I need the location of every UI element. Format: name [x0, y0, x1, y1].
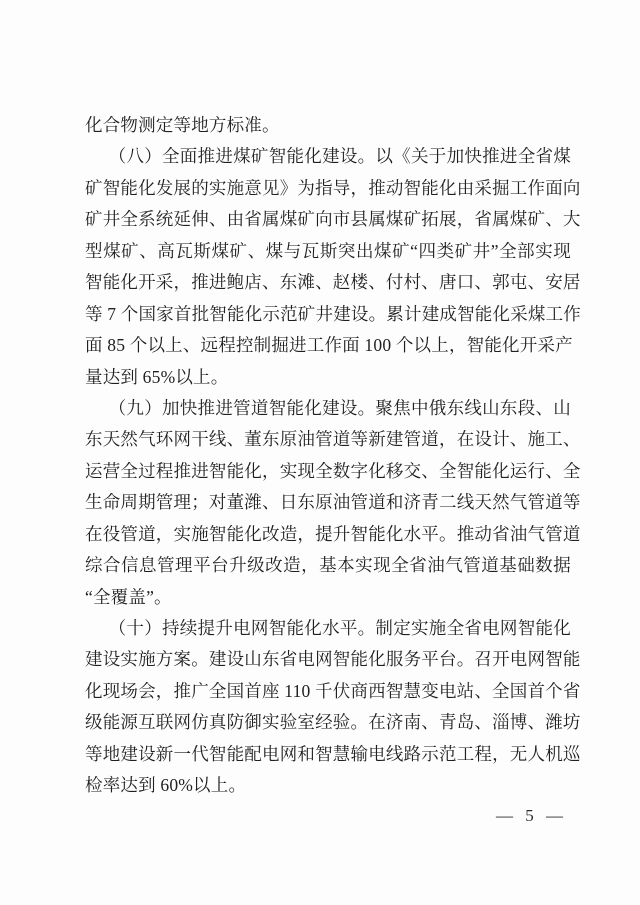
- para-item-8-coal-mine: [85, 141, 581, 393]
- text-line: 建设实施方案。建设山东省电网智能化服务平台。召开电网智能: [85, 649, 581, 670]
- para-item-10-power-grid: [85, 613, 581, 802]
- text-line: 级能源互联网仿真防御实验室经验。在济南、青岛、淄博、潍坊: [85, 712, 581, 733]
- text-line: 型煤矿、高瓦斯煤矿、煤与瓦斯突出煤矿“四类矿井”全部实现: [85, 240, 571, 261]
- text-line: 东天然气环网干线、董东原油管道等新建管道，在设计、施工、: [85, 429, 581, 450]
- text-line: 检率达到 60%以上。: [85, 775, 247, 796]
- text-line: 面 85 个以上、远程控制掘进工作面 100 个以上，智能化开采产: [85, 335, 573, 356]
- para-item-9-pipeline: [85, 393, 581, 613]
- text-line: （九）加快推进管道智能化建设。聚焦中俄东线山东段、山: [108, 397, 571, 418]
- text-line: 化合物测定等地方标准。: [85, 115, 280, 135]
- text-line: 综合信息管理平台升级改造，基本实现全省油气管道基础数据: [85, 555, 571, 576]
- page-number: — 5 —: [496, 806, 564, 825]
- text-line: 等地建设新一代智能配电网和智慧输电线路示范工程，无人机巡: [85, 743, 581, 764]
- text-line: 运营全过程推进智能化，实现全数字化移交、全智能化运行、全: [85, 460, 581, 481]
- text-line: 量达到 65%以上。: [85, 366, 229, 387]
- para-continuation: [85, 110, 571, 141]
- text-line: 化现场会，推广全国首座 110 千伏商西智慧变电站、全国首个省: [85, 680, 581, 701]
- text-line: 矿井全系统延伸、由省属煤矿向市县属煤矿拓展，省属煤矿、大: [85, 209, 581, 230]
- text-line: （八）全面推进煤矿智能化建设。以《关于加快推进全省煤: [108, 146, 571, 167]
- text-line: 智能化开采，推进鲍店、东滩、赵楼、付村、唐口、郭屯、安居: [85, 272, 581, 293]
- text-line: “全覆盖”。: [85, 586, 172, 607]
- text-line: 生命周期管理；对董潍、日东原油管道和济青二线天然气管道等: [85, 492, 581, 513]
- text-line: 等 7 个国家首批智能化示范矿井建设。累计建成智能化采煤工作: [85, 303, 581, 324]
- text-line: 在役管道，实施智能化改造，提升智能化水平。推动省油气管道: [85, 523, 581, 544]
- text-line: （十）持续提升电网智能化水平。制定实施全省电网智能化: [108, 618, 571, 638]
- text-line: 矿智能化发展的实施意见》为指导，推动智能化由采掘工作面向: [85, 177, 581, 198]
- document-body: [85, 110, 581, 802]
